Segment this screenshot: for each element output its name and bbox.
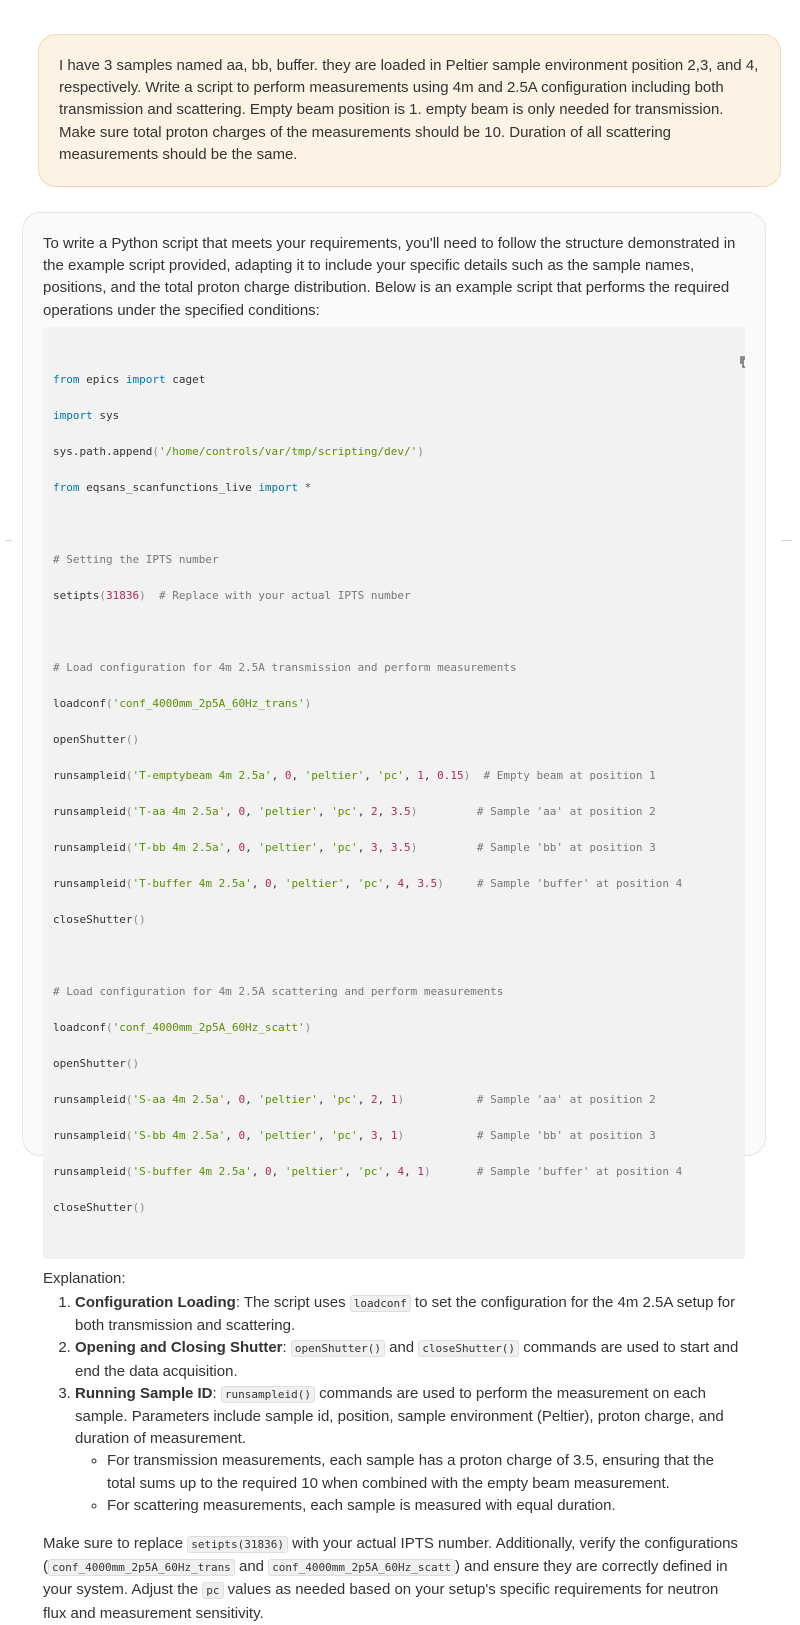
code-line: closeShutter(): [53, 912, 146, 926]
inline-code: openShutter(): [291, 1340, 385, 1357]
code-block: [43, 327, 745, 1259]
code-line: setipts(31836) # Replace with your actual IPTS number: [53, 588, 411, 602]
explanation-heading: Explanation:: [43, 1269, 126, 1287]
user-message-bubble: [38, 34, 781, 187]
code-line: # Load configuration for 4m 2.5A scattering and perform measurements: [53, 984, 504, 998]
inline-code: runsampleid(): [221, 1386, 315, 1403]
inline-code: closeShutter(): [418, 1340, 519, 1357]
sub-list-item: ◦ For scattering measurements, each sample is measured with equal duration.: [107, 1495, 745, 1517]
code-line: import sys: [53, 408, 120, 422]
code-line-blank: [53, 947, 735, 965]
code-line: sys.path.append('/home/controls/var/tmp/scripting/dev/'): [53, 444, 424, 458]
copy-icon[interactable]: [699, 337, 713, 351]
code-line-blank: [53, 515, 735, 533]
sub-list-item: ◦ For transmission measurements, each sample has a proton charge of 3.5, ensuring that the total sums up to the required 10 when combined with the empty beam measurement.: [107, 1450, 745, 1494]
code-line: runsampleid('S-buffer 4m 2.5a', 0, 'peltier', 'pc', 4, 1) # Sample 'buffer' at position 4: [53, 1164, 683, 1178]
list-item: 1. Configuration Loading: The script uses loadconf to set the configuration for the 4m 2.5A setup for both transmission and scattering.: [75, 1292, 745, 1337]
code-line: from eqsans_scanfunctions_live import *: [53, 480, 312, 494]
code-line: loadconf('conf_4000mm_2p5A_60Hz_trans'): [53, 696, 312, 710]
code-line: runsampleid('T-aa 4m 2.5a', 0, 'peltier', 'pc', 2, 3.5) # Sample 'aa' at position 2: [53, 804, 656, 818]
code-line: closeShutter(): [53, 1200, 146, 1214]
code-line: # Setting the IPTS number: [53, 552, 219, 566]
user-message-text: I have 3 samples named aa, bb, buffer. they are loaded in Peltier sample environment position 2,3, and 4, respectively. Write a script to perform measurements using 4m and 2.5A configuration including both transmission and scattering. Empty beam position is 1. empty beam is only needed for transmission. Make sure total proton charges of the measurements should be 10. Duration of all scattering measurements should be the same.: [59, 57, 759, 163]
code-line: runsampleid('S-aa 4m 2.5a', 0, 'peltier', 'pc', 2, 1) # Sample 'aa' at position 2: [53, 1092, 656, 1106]
code-line: runsampleid('T-emptybeam 4m 2.5a', 0, 'peltier', 'pc', 1, 0.15) # Empty beam at position 1: [53, 768, 656, 782]
explanation-list: [43, 1292, 745, 1517]
code-line: from epics import caget: [53, 372, 206, 386]
list-item: 3. Running Sample ID: runsampleid() commands are used to perform the measurement on each sample. Parameters include sample id, position, sample environment (Peltier), proton charge, and duration of measurement. ◦ For transmission measurements, each sample has a proton charge of 3.5, ensuring that the total sums up to the required 10 when combined with the empty beam measurement. ◦ For scattering measurements, each sample is measured with equal duration.: [75, 1383, 745, 1517]
code-line: openShutter(): [53, 1056, 140, 1070]
code-line: runsampleid('S-bb 4m 2.5a', 0, 'peltier', 'pc', 3, 1) # Sample 'bb' at position 3: [53, 1128, 656, 1142]
assistant-message-bubble: [22, 212, 766, 1622]
assistant-outro: Make sure to replace setipts(31836) with your actual IPTS number. Additionally, verify the configurations ( conf_4000mm_2p5A_60Hz_trans and conf_4000mm_2p5A_60Hz_scatt ) and ensure they are correctly defined in your system. Adjust the pc values as needed based on your setup's specific requirements for neutron flux and measurement sensitivity.: [43, 1535, 738, 1622]
code-line: loadconf('conf_4000mm_2p5A_60Hz_scatt'): [53, 1020, 312, 1034]
inline-code: setipts(31836): [187, 1536, 288, 1553]
list-item: 2. Opening and Closing Shutter: openShutter() and closeShutter() commands are used to start and end the data acquisition.: [75, 1337, 745, 1382]
code-line-blank: [53, 623, 735, 641]
inline-code: pc: [202, 1582, 223, 1599]
code-line: # Load configuration for 4m 2.5A transmission and perform measurements: [53, 660, 517, 674]
edge-mark-left: [6, 540, 12, 541]
code-line: openShutter(): [53, 732, 140, 746]
inline-code: loadconf: [350, 1295, 411, 1312]
edge-mark-right: [782, 540, 792, 541]
inline-code: conf_4000mm_2p5A_60Hz_scatt: [268, 1559, 455, 1576]
code-line: runsampleid('T-bb 4m 2.5a', 0, 'peltier', 'pc', 3, 3.5) # Sample 'bb' at position 3: [53, 840, 656, 854]
sub-list: [75, 1450, 745, 1517]
code-line: runsampleid('T-buffer 4m 2.5a', 0, 'peltier', 'pc', 4, 3.5) # Sample 'buffer' at position 4: [53, 876, 683, 890]
inline-code: conf_4000mm_2p5A_60Hz_trans: [48, 1559, 235, 1576]
assistant-intro: To write a Python script that meets your requirements, you'll need to follow the structure demonstrated in the example script provided, adapting it to include your specific details such as the sample names, positions, and the total proton charge distribution. Below is an example script that performs the required operations under the specified conditions:: [43, 235, 736, 319]
